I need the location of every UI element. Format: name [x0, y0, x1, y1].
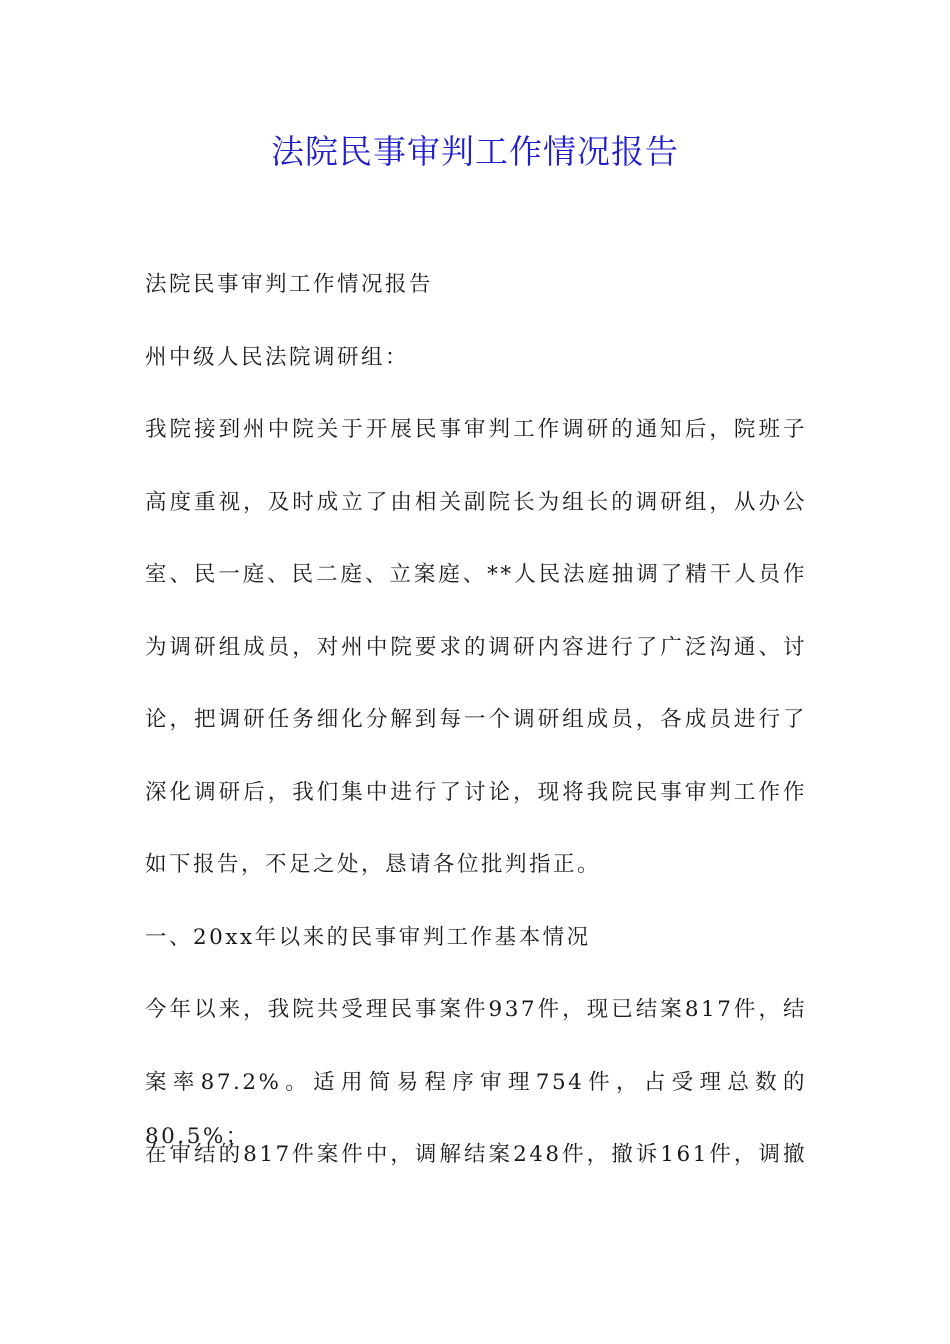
paragraph-line: 深化调研后，我们集中进行了讨论，现将我院民事审判工作作 — [145, 779, 807, 805]
document-title: 法院民事审判工作情况报告 — [271, 132, 679, 171]
paragraph-salutation: 州中级人民法院调研组： — [145, 344, 410, 370]
paragraph-subtitle: 法院民事审判工作情况报告 — [145, 272, 434, 297]
document-body — [145, 258, 807, 1182]
paragraph-line: 室、民一庭、民二庭、立案庭、**人民法庭抽调了精干人员作 — [145, 562, 807, 587]
paragraph-line: 高度重视，及时成立了由相关副院长为组长的调研组，从办公 — [145, 489, 807, 515]
section-heading: 一、20xx年以来的民事审判工作基本情况 — [145, 924, 591, 950]
paragraph-line: 论，把调研任务细化分解到每一个调研组成员，各成员进行了 — [145, 707, 807, 732]
paragraph-line: 我院接到州中院关于开展民事审判工作调研的通知后，院班子 — [145, 417, 807, 442]
paragraph-line: 为调研组成员，对州中院要求的调研内容进行了广泛沟通、讨 — [145, 634, 807, 660]
paragraph-line: 今年以来，我院共受理民事案件937件，现已结案817件，结 — [145, 997, 807, 1022]
paragraph-line: 在审结的817件案件中，调解结案248件，撤诉161件，调撤 — [145, 1142, 807, 1167]
paragraph-line: 案率87.2%。适用简易程序审理754件，占受理总数的80.5%； — [145, 1069, 807, 1149]
paragraph-line: 如下报告，不足之处，恳请各位批判指正。 — [145, 852, 602, 877]
